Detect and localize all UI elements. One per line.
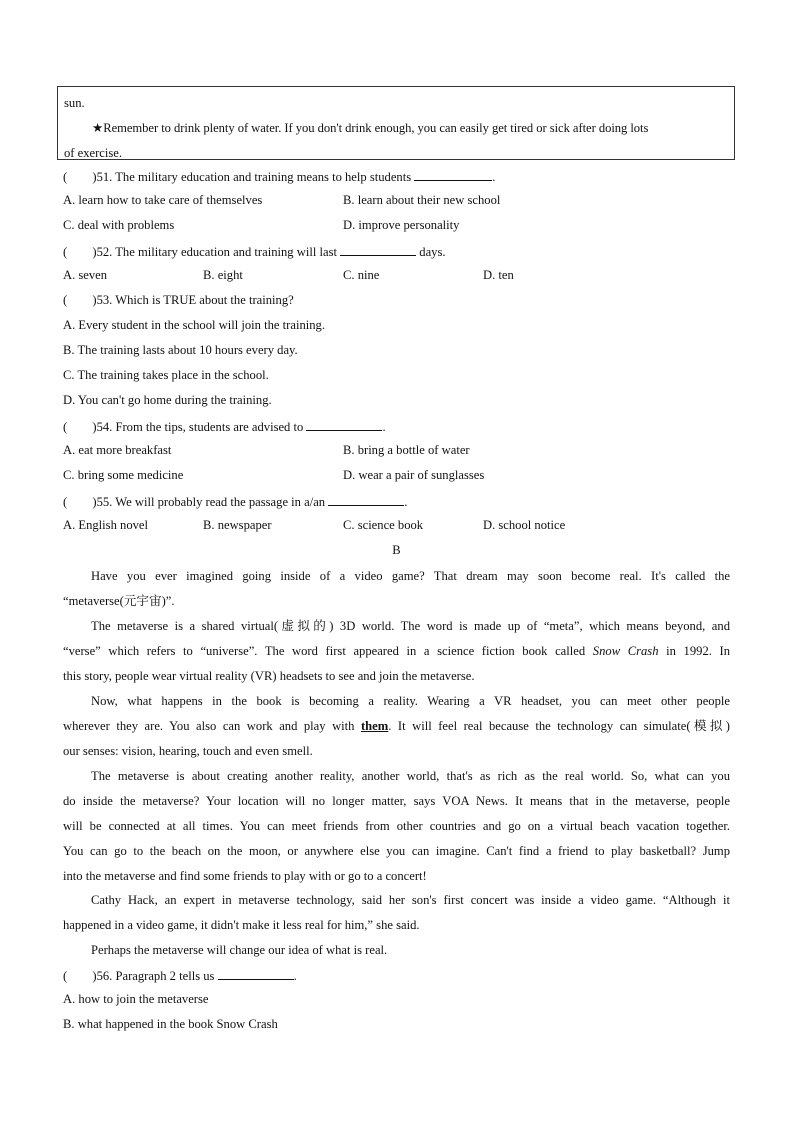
passage-text: in 1992. In xyxy=(666,644,730,658)
passage-paragraph-5 xyxy=(63,888,730,938)
book-title: Snow Crash xyxy=(592,644,659,658)
option-52-c[interactable]: C. nine xyxy=(343,268,380,282)
question-52 xyxy=(63,243,446,260)
answer-blank[interactable] xyxy=(340,243,416,256)
option-51-c[interactable]: C. deal with problems xyxy=(63,218,175,232)
answer-paren[interactable]: ( ) xyxy=(63,495,97,509)
question-end: days. xyxy=(419,245,446,259)
passage-line: into the metaverse and find some friends to play with or go to a concert! xyxy=(63,869,427,883)
passage-line: this story, people wear virtual reality (VR) headsets to see and join the metaverse. xyxy=(63,669,475,683)
passage-line: Cathy Hack, an expert in metaverse technology, said her son's first concert was inside a video game. “Although it xyxy=(91,893,730,907)
passage-line: do inside the metaverse? Your location will no longer matter, says VOA News. It means that in the metaverse, people xyxy=(63,794,730,808)
option-51-d[interactable]: D. improve personality xyxy=(343,218,460,232)
option-53-a[interactable]: A. Every student in the school will join the training. xyxy=(63,318,325,332)
answer-paren[interactable]: ( ) xyxy=(63,969,97,983)
passage-text: wherever they are. You also can work and play with xyxy=(63,719,355,733)
passage-line-composite xyxy=(63,714,730,739)
underlined-word-them: them xyxy=(360,719,389,733)
question-end: . xyxy=(382,420,386,434)
question-stem: 54. From the tips, students are advised to xyxy=(96,420,304,434)
question-end: . xyxy=(492,170,496,184)
question-51 xyxy=(63,168,495,185)
question-stem: 55. We will probably read the passage in a/an xyxy=(96,495,326,509)
option-56-b[interactable]: B. what happened in the book Snow Crash xyxy=(63,1017,278,1031)
question-54 xyxy=(63,418,386,435)
question-56 xyxy=(63,967,297,984)
option-52-a[interactable]: A. seven xyxy=(63,268,108,282)
section-label: B xyxy=(392,543,401,557)
option-55-c[interactable]: C. science book xyxy=(343,518,424,532)
passage-line: The metaverse is about creating another reality, another world, that's as rich as the real world. So, what can you xyxy=(91,769,730,783)
option-54-c[interactable]: C. bring some medicine xyxy=(63,468,184,482)
passage-line: Have you ever imagined going inside of a video game? That dream may soon become real. It's called the xyxy=(91,569,730,583)
answer-paren[interactable]: ( ) xyxy=(63,245,97,259)
passage-line: happened in a video game, it didn't make it less real for him,” she said. xyxy=(63,918,420,932)
passage-line: Perhaps the metaverse will change our idea of what is real. xyxy=(91,943,388,957)
option-52-b[interactable]: B. eight xyxy=(203,268,243,282)
option-54-a[interactable]: A. eat more breakfast xyxy=(63,443,172,457)
answer-blank[interactable] xyxy=(414,168,492,181)
question-stem: 56. Paragraph 2 tells us xyxy=(96,969,215,983)
option-53-b[interactable]: B. The training lasts about 10 hours every day. xyxy=(63,343,298,357)
question-stem: 52. The military education and training will last xyxy=(96,245,337,259)
answer-paren[interactable]: ( ) xyxy=(63,293,97,307)
passage-text: “verse” which refers to “universe”. The word first appeared in a science fiction book called xyxy=(63,644,586,658)
question-55 xyxy=(63,493,407,510)
option-53-d[interactable]: D. You can't go home during the training. xyxy=(63,393,272,407)
passage-line: our senses: vision, hearing, touch and even smell. xyxy=(63,744,313,758)
passage-paragraph-2 xyxy=(63,614,730,689)
answer-blank[interactable] xyxy=(328,493,404,506)
box-line-1: sun. xyxy=(64,96,85,110)
question-end: . xyxy=(293,969,297,983)
option-56-a[interactable]: A. how to join the metaverse xyxy=(63,992,209,1006)
option-51-b[interactable]: B. learn about their new school xyxy=(343,193,501,207)
question-53 xyxy=(63,293,294,308)
answer-blank[interactable] xyxy=(218,967,294,980)
passage-paragraph-3 xyxy=(63,689,730,764)
question-stem: 51. The military education and training means to help students xyxy=(96,170,412,184)
question-stem: 53. Which is TRUE about the training? xyxy=(96,293,294,307)
question-end: . xyxy=(404,495,408,509)
answer-blank[interactable] xyxy=(306,418,382,431)
option-55-d[interactable]: D. school notice xyxy=(483,518,566,532)
passage-text: . It will feel real because the technology can simulate(模拟) xyxy=(388,719,730,733)
answer-paren[interactable]: ( ) xyxy=(63,170,97,184)
answer-paren[interactable]: ( ) xyxy=(63,420,97,434)
box-line-2: ★Remember to drink plenty of water. If you don't drink enough, you can easily get tired or sick after doing lots xyxy=(92,121,649,135)
option-55-a[interactable]: A. English novel xyxy=(63,518,149,532)
passage-line: You can go to the beach on the moon, or anywhere else you can imagine. Can't find a friend to play basketball? Jump xyxy=(63,844,730,858)
option-53-c[interactable]: C. The training takes place in the school. xyxy=(63,368,269,382)
passage-paragraph-1 xyxy=(63,564,730,614)
passage-line: Now, what happens in the book is becoming a reality. Wearing a VR headset, you can meet other people xyxy=(91,694,730,708)
tips-box xyxy=(57,86,735,160)
passage-paragraph-6 xyxy=(63,938,730,963)
option-52-d[interactable]: D. ten xyxy=(483,268,514,282)
passage-line: will be connected at all times. You can meet friends from other countries and go on a virtual beach vacation together. xyxy=(63,819,730,833)
passage-line: “metaverse(元宇宙)”. xyxy=(63,594,175,608)
option-54-b[interactable]: B. bring a bottle of water xyxy=(343,443,470,457)
passage-line-composite xyxy=(63,639,730,664)
option-51-a[interactable]: A. learn how to take care of themselves xyxy=(63,193,263,207)
passage-paragraph-4 xyxy=(63,764,730,889)
option-55-b[interactable]: B. newspaper xyxy=(203,518,272,532)
passage-line: The metaverse is a shared virtual(虚拟的) 3D world. The word is made up of “meta”, which means beyond, and xyxy=(91,619,730,633)
option-54-d[interactable]: D. wear a pair of sunglasses xyxy=(343,468,485,482)
box-line-3: of exercise. xyxy=(64,146,123,160)
